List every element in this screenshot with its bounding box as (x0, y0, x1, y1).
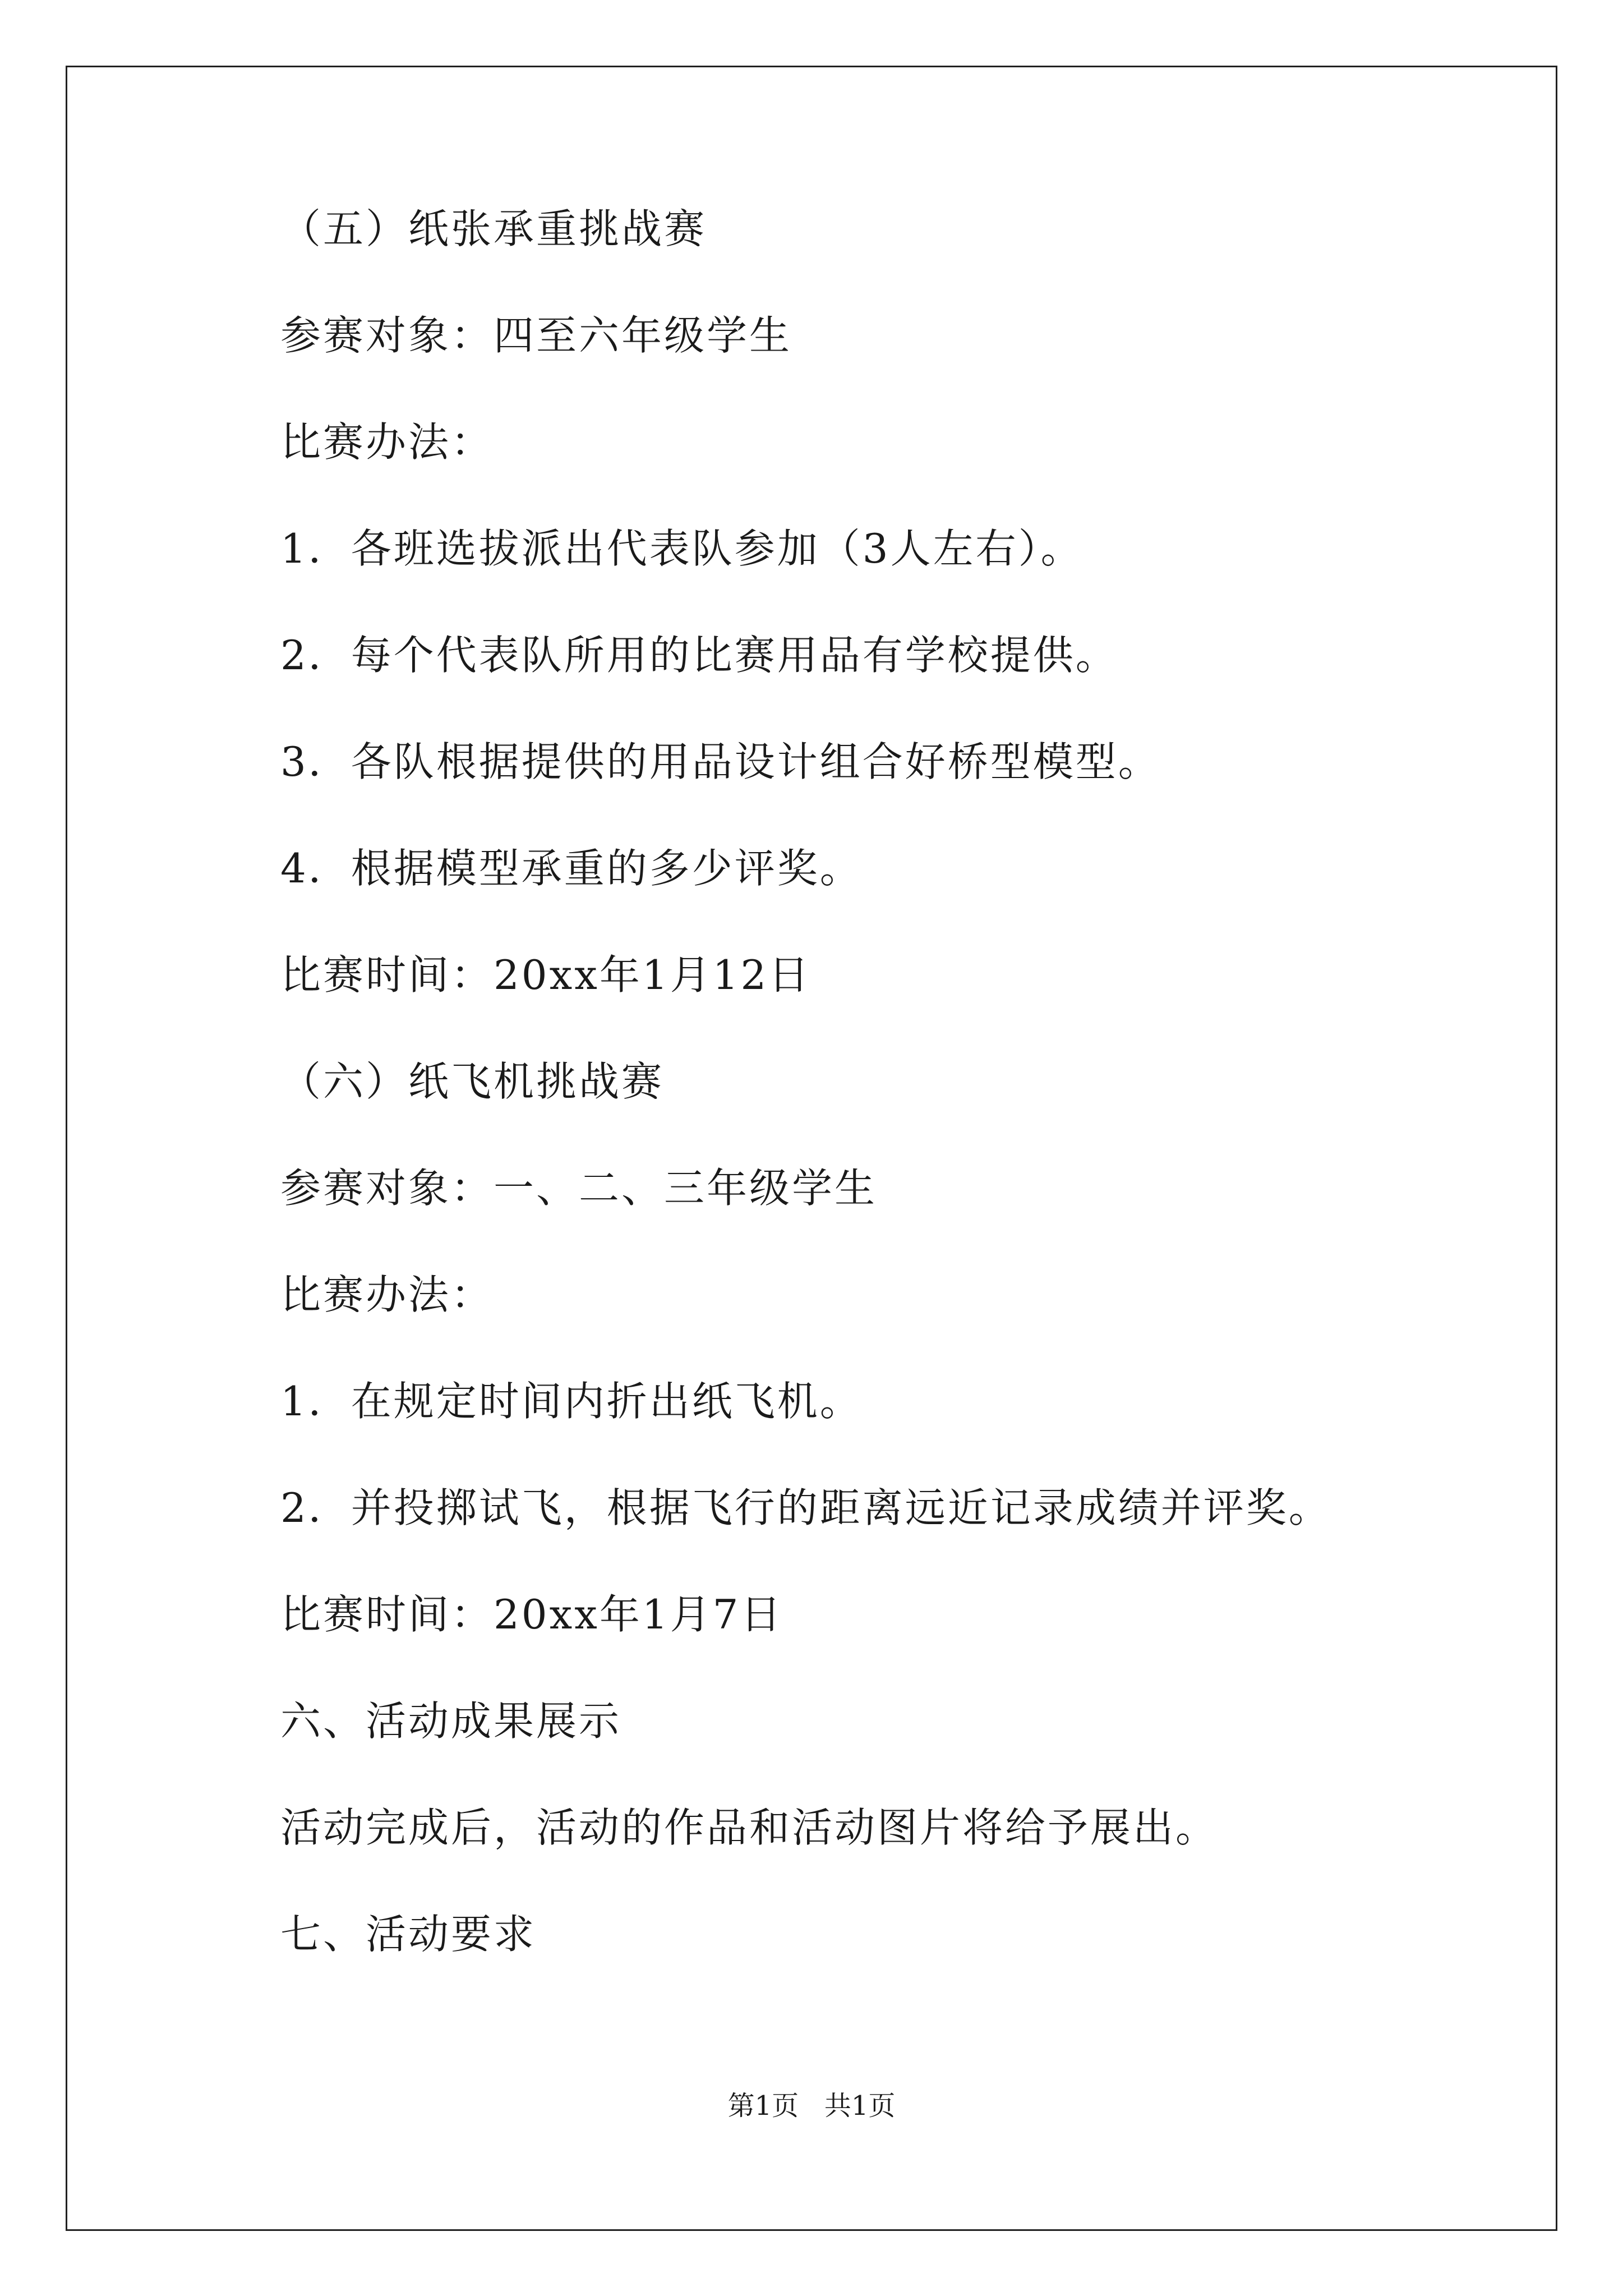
section-heading-requirements: 七、活动要求 (280, 1911, 537, 1958)
rule-item: 4．根据模型承重的多少评奖。 (280, 845, 863, 892)
rules-heading: 比赛办法： (280, 418, 494, 466)
paragraph: 活动完成后，活动的作品和活动图片将给予展出。 (280, 1804, 1219, 1851)
page-footer: 第1页 共1页 (727, 2090, 896, 2122)
document-body (280, 205, 1458, 2017)
rule-item: 2．每个代表队所用的比赛用品有学校提供。 (280, 632, 1118, 679)
rule-item: 3．各队根据提供的用品设计组合好桥型模型。 (280, 738, 1161, 785)
rule-item: 1．在规定时间内折出纸飞机。 (280, 1378, 863, 1425)
section-heading-paper-load: （五）纸张承重挑战赛 (280, 205, 707, 252)
rule-item: 1．各班选拔派出代表队参加（3人左右）。 (280, 525, 1083, 572)
schedule-line: 比赛时间：20xx年1月7日 (280, 1591, 783, 1638)
participants-line: 参赛对象：一、二、三年级学生 (280, 1165, 878, 1212)
section-heading-paper-plane: （六）纸飞机挑战赛 (280, 1058, 665, 1105)
rule-item: 2．并投掷试飞，根据飞行的距离远近记录成绩并评奖。 (280, 1484, 1331, 1531)
participants-line: 参赛对象：四至六年级学生 (280, 312, 792, 359)
section-heading-results: 六、活动成果展示 (280, 1697, 622, 1745)
schedule-line: 比赛时间：20xx年1月12日 (280, 951, 811, 999)
rules-heading: 比赛办法： (280, 1271, 494, 1318)
